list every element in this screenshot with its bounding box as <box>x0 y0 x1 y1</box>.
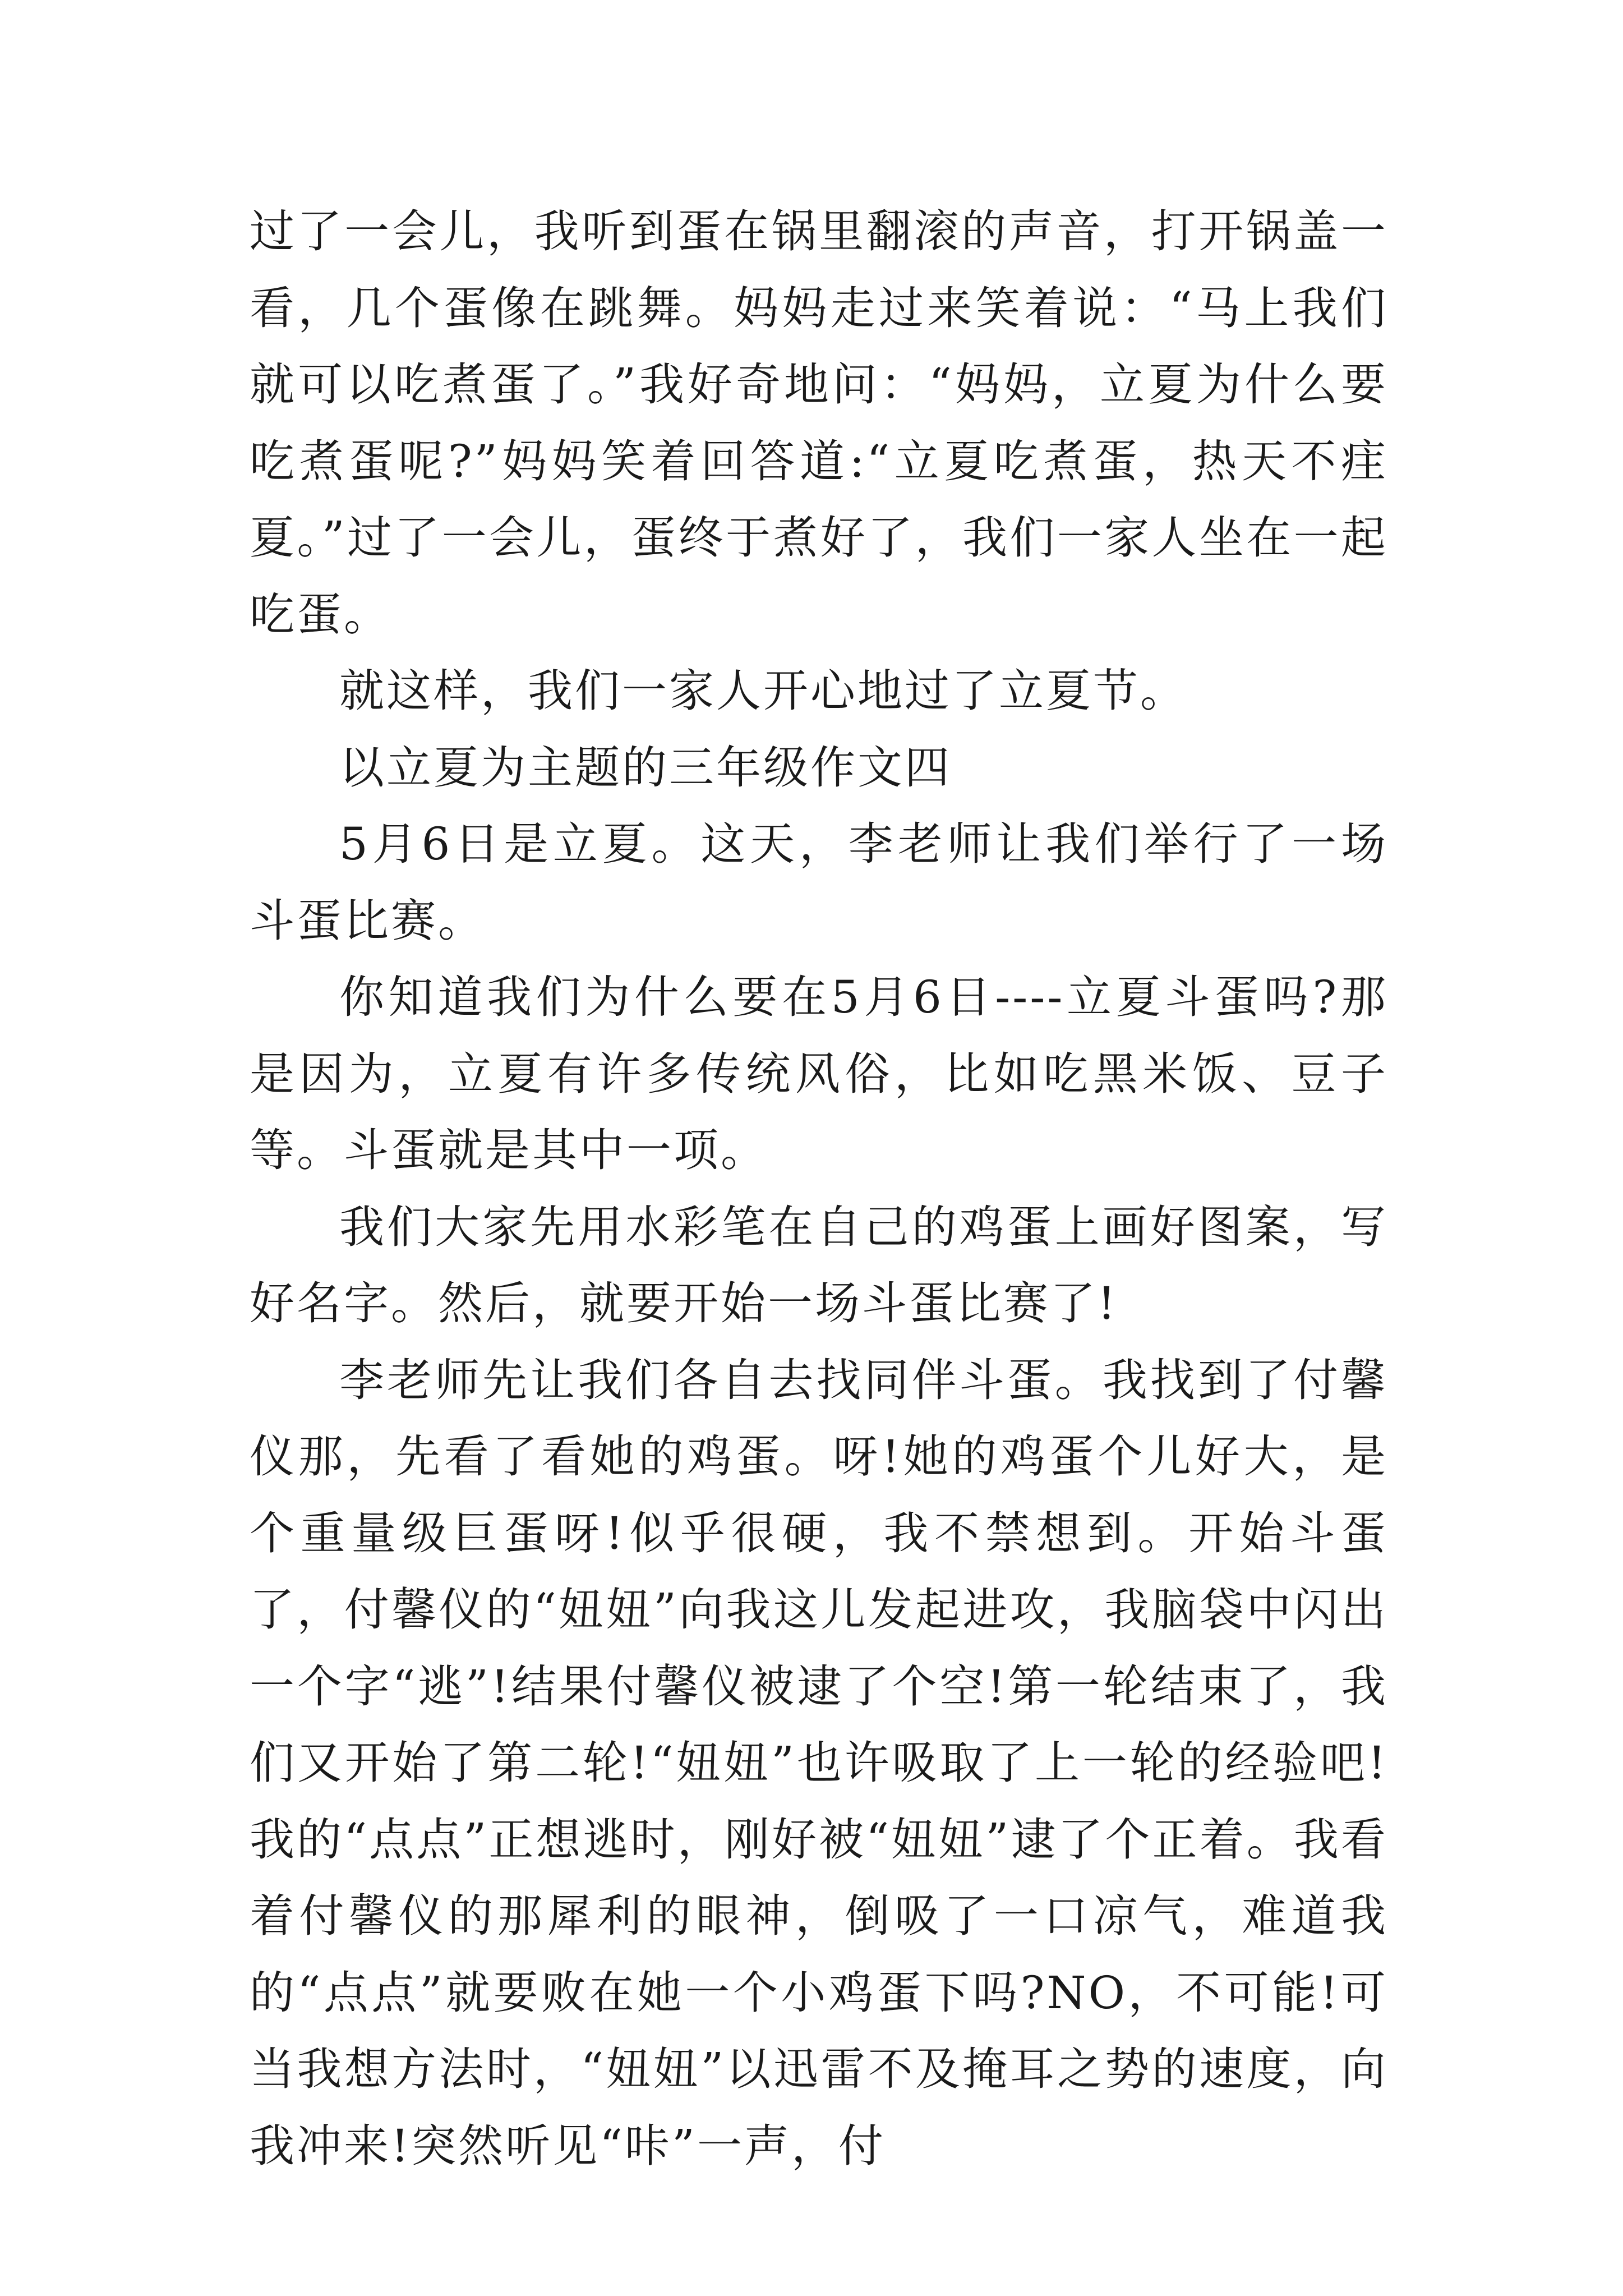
paragraph: 我们大家先用水彩笔在自己的鸡蛋上画好图案，写好名字。然后，就要开始一场斗蛋比赛了! <box>250 1200 1388 1329</box>
paragraph: 5月6日是立夏。这天，李老师让我们举行了一场斗蛋比赛。 <box>250 818 1388 947</box>
paragraph: 李老师先让我们各自去找同伴斗蛋。我找到了付馨仪那，先看了看她的鸡蛋。呀!她的鸡蛋个儿好大，是个重量级巨蛋呀!似乎很硬，我不禁想到。开始斗蛋了，付馨仪的“妞妞”向我这儿发起进攻，我脑袋中闪出一个字“逃”!结果付馨仪被逮了个空!第一轮结束了，我们又开始了第二轮!“妞妞”也许吸取了上一轮的经验吧!我的“点点”正想逃时，刚好被“妞妞”逮了个正着。我看着付馨仪的那犀利的眼神，倒吸了一口凉气，难道我的“点点”就要败在她一个小鸡蛋下吗?NO，不可能!可当我想方法时，“妞妞”以迅雷不及掩耳之势的速度，向我冲来!突然听见“咔”一声，付 <box>250 1354 1388 2172</box>
paragraph-continued: 过了一会儿，我听到蛋在锅里翻滚的声音，打开锅盖一看，几个蛋像在跳舞。妈妈走过来笑着说：“马上我们就可以吃煮蛋了。”我好奇地问：“妈妈，立夏为什么要吃煮蛋呢?”妈妈笑着回答道:“立夏吃煮蛋，热天不疰夏。”过了一会儿，蛋终于煮好了，我们一家人坐在一起吃蛋。 <box>250 205 1388 641</box>
paragraph: 就这样，我们一家人开心地过了立夏节。 <box>339 665 1187 717</box>
paragraph: 你知道我们为什么要在5月6日----立夏斗蛋吗?那是因为，立夏有许多传统风俗，比如吃黑米饭、豆子等。斗蛋就是其中一项。 <box>250 971 1388 1176</box>
document-body <box>250 194 1388 2184</box>
section-heading: 以立夏为主题的三年级作文四 <box>339 741 952 794</box>
